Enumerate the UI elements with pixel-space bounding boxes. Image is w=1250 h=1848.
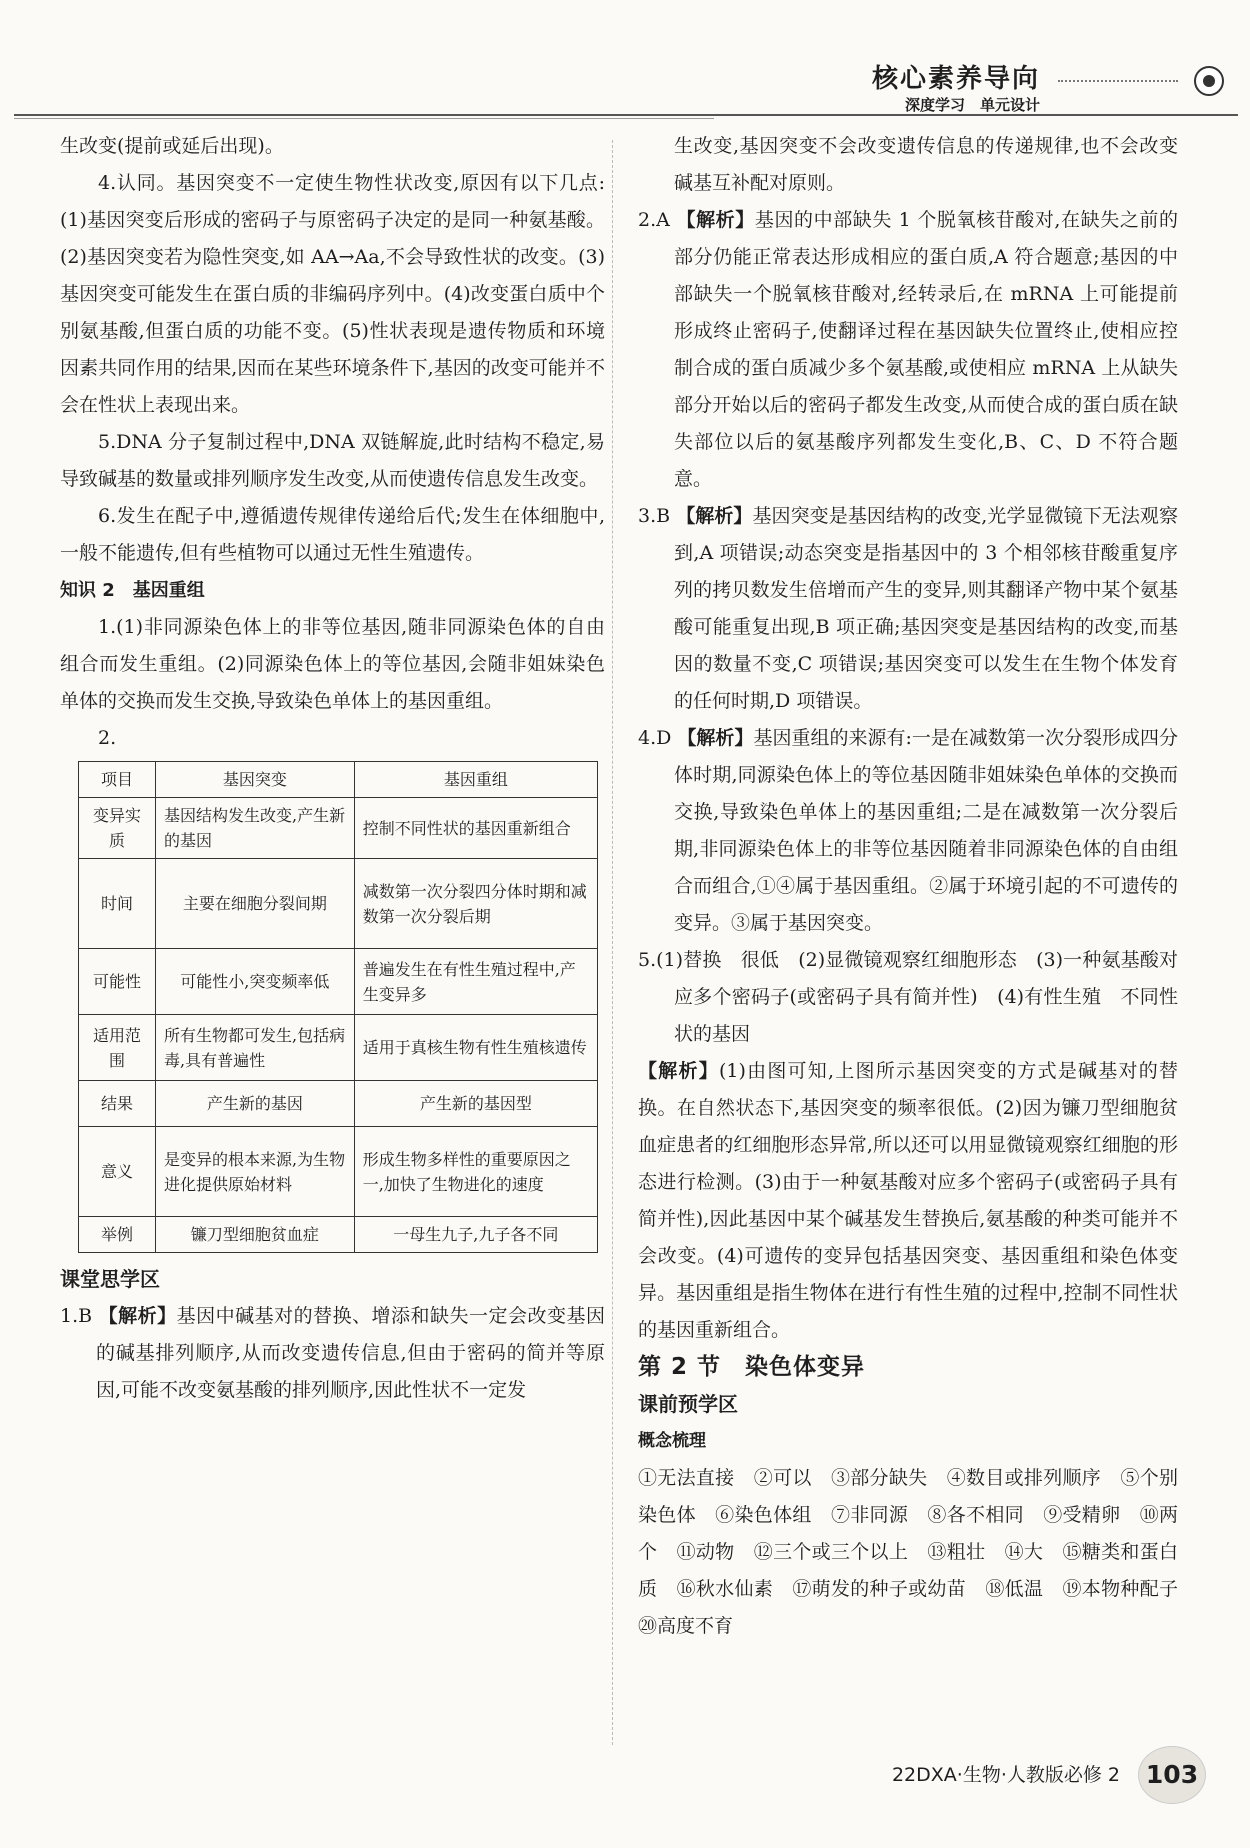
table-header-cell: 基因突变 bbox=[156, 762, 355, 798]
table-row bbox=[79, 1015, 598, 1081]
header-rule bbox=[14, 114, 1238, 116]
answer-text: (1)由图可知,上图所示基因突变的方式是碱基对的替换。在自然状态下,基因突变的频率很低。(2)因为镰刀型细胞贫血症患者的红细胞形态异常,所以还可以用显微镜观察红细胞的形态进行检测。(3)由于一种氨基酸对应多个密码子(或密码子具有简并性),因此基因中某个碱基发生替换后,氨基酸的种类可能并不会改变。(4)可遗传的变异包括基因突变、基因重组和染色体变异。基因重组是指生物体在进行有性生殖的过程中,控制不同性状的基因重新组合。 bbox=[638, 1060, 1178, 1341]
table-cell: 变异实质 bbox=[79, 798, 156, 859]
preview-heading: 课前预学区 bbox=[638, 1392, 738, 1416]
answer-text: 基因重组的来源有:一是在减数第一次分裂形成四分体时期,同源染色体上的等位基因随非姐妹染色单体的交换而交换,导致染色单体上的基因重组;二是在减数第一次分裂后期,非同源染色体上的非等位基因随着非同源染色体的自由组合而组合,①④属于基因重组。②属于环境引起的不可遗传的变异。③属于基因突变。 bbox=[674, 727, 1178, 934]
answer-item: 5.(1)替换 很低 (2)显微镜观察红细胞形态 (3)一种氨基酸对应多个密码子(或密码子具有简并性) (4)有性生殖 不同性状的基因 bbox=[638, 949, 1178, 1045]
table-header-cell: 项目 bbox=[79, 762, 156, 798]
analysis-tag: 【解析】 bbox=[98, 1305, 177, 1327]
table-cell: 产生新的基因 bbox=[156, 1081, 355, 1127]
analysis-tag: 【解析】 bbox=[677, 727, 754, 749]
concept-answers: ①无法直接 ②可以 ③部分缺失 ④数目或排列顺序 ⑤个别染色体 ⑥染色体组 ⑦非同源 ⑧各不相同 ⑨受精卵 ⑩两个 ⑪动物 ⑫三个或三个以上 ⑬粗壮 ⑭大 ⑮糖类和蛋白质 ⑯秋水仙素 ⑰萌发的种子或幼苗 ⑱低温 ⑲本物种配子 ⑳高度不育 bbox=[638, 1467, 1198, 1637]
table-cell: 时间 bbox=[79, 859, 156, 949]
table-cell: 意义 bbox=[79, 1127, 156, 1217]
table-row bbox=[79, 949, 598, 1015]
header-subtitle: 深度学习 单元设计 bbox=[904, 96, 1040, 114]
table-cell: 形成生物多样性的重要原因之一,加快了生物进化的速度 bbox=[354, 1127, 597, 1217]
analysis-tag: 【解析】 bbox=[676, 209, 755, 231]
analysis-tag: 【解析】 bbox=[638, 1060, 719, 1082]
table-row bbox=[79, 1217, 598, 1253]
answer-item bbox=[638, 202, 1178, 498]
header-rule-thin bbox=[14, 118, 714, 119]
table-cell: 减数第一次分裂四分体时期和减数第一次分裂后期 bbox=[354, 859, 597, 949]
table-row bbox=[79, 859, 598, 949]
analysis-tag: 【解析】 bbox=[676, 505, 753, 527]
table-cell: 基因结构发生改变,产生新的基因 bbox=[156, 798, 355, 859]
answer-item bbox=[638, 720, 1178, 942]
table-row bbox=[79, 798, 598, 859]
answer-number: 3.B bbox=[638, 505, 671, 527]
table-cell: 可能性小,突变频率低 bbox=[156, 949, 355, 1015]
table-row bbox=[79, 1127, 598, 1217]
table-cell: 普遍发生在有性生殖过程中,产生变异多 bbox=[354, 949, 597, 1015]
table-row bbox=[79, 1081, 598, 1127]
page-header bbox=[14, 50, 1238, 120]
table-header-cell: 基因重组 bbox=[354, 762, 597, 798]
left-column bbox=[60, 128, 605, 1409]
table-cell: 控制不同性状的基因重新组合 bbox=[354, 798, 597, 859]
table-header-row bbox=[79, 762, 598, 798]
knowledge-heading: 知识 2 基因重组 bbox=[60, 580, 205, 601]
comparison-table bbox=[78, 761, 598, 1253]
target-icon bbox=[1194, 66, 1224, 96]
header-title: 核心素养导向 bbox=[871, 64, 1040, 94]
answer-number: 1.B bbox=[60, 1305, 93, 1327]
table-cell: 主要在细胞分裂间期 bbox=[156, 859, 355, 949]
answer-item bbox=[638, 498, 1178, 720]
table-cell: 适用范围 bbox=[79, 1015, 156, 1081]
table-cell: 是变异的根本来源,为生物进化提供原始材料 bbox=[156, 1127, 355, 1217]
answer-number: 2.A bbox=[638, 209, 670, 231]
paragraph: 生改变(提前或延后出现)。 bbox=[60, 135, 284, 157]
table-cell: 结果 bbox=[79, 1081, 156, 1127]
column-divider bbox=[612, 140, 613, 1745]
header-dotted-rule bbox=[1058, 80, 1178, 82]
paragraph: 1.(1)非同源染色体上的非等位基因,随非同源染色体的自由组合而发生重组。(2)同源染色体上的等位基因,会随非姐妹染色单体的交换而发生交换,导致染色单体上的基因重组。 bbox=[60, 616, 605, 712]
answer-text: 基因中碱基对的替换、增添和缺失一定会改变基因的碱基排列顺序,从而改变遗传信息,但由于密码的简并等原因,可能不改变氨基酸的排列顺序,因此性状不一定发 bbox=[96, 1305, 605, 1401]
table-cell: 举例 bbox=[79, 1217, 156, 1253]
table-cell: 一母生九子,九子各不同 bbox=[354, 1217, 597, 1253]
paragraph: 6.发生在配子中,遵循遗传规律传递给后代;发生在体细胞中,一般不能遗传,但有些植物可以通过无性生殖遗传。 bbox=[60, 505, 605, 564]
paragraph: 2. bbox=[98, 727, 117, 749]
table-cell: 适用于真核生物有性生殖核遗传 bbox=[354, 1015, 597, 1081]
table-cell: 可能性 bbox=[79, 949, 156, 1015]
answer-item bbox=[60, 1298, 605, 1409]
right-column bbox=[638, 128, 1198, 1645]
table-cell: 产生新的基因型 bbox=[354, 1081, 597, 1127]
book-code: 22DXA·生物·人教版必修 2 bbox=[891, 1764, 1120, 1786]
concept-heading: 概念梳理 bbox=[638, 1431, 706, 1451]
answer-number: 4.D bbox=[638, 727, 672, 749]
table-cell: 镰刀型细胞贫血症 bbox=[156, 1217, 355, 1253]
table-cell: 所有生物都可发生,包括病毒,具有普遍性 bbox=[156, 1015, 355, 1081]
paragraph: 生改变,基因突变不会改变遗传信息的传递规律,也不会改变碱基互补配对原则。 bbox=[674, 135, 1178, 194]
analysis-paragraph bbox=[638, 1053, 1178, 1349]
paragraph: 4.认同。基因突变不一定使生物性状改变,原因有以下几点:(1)基因突变后形成的密码子与原密码子决定的是同一种氨基酸。(2)基因突变若为隐性突变,如 AA→Aa,不会导致性状的改变。(3)基因突变可能发生在蛋白质的非编码序列中。(4)改变蛋白质中个别氨基酸,但蛋白质的功能不变。(5)性状表现是遗传物质和环境因素共同作用的结果,因而在某些环境条件下,基因的改变可能并不会在性状上表现出来。 bbox=[60, 172, 605, 416]
answer-text: 基因的中部缺失 1 个脱氧核苷酸对,在缺失之前的部分仍能正常表达形成相应的蛋白质,A 符合题意;基因的中部缺失一个脱氧核苷酸对,经转录后,在 mRNA 上可能提前形成终止密码子,使翻译过程在基因缺失位置终止,使相应控制合成的蛋白质减少多个氨基酸,或使相应 mRNA 上从缺失部分开始以后的密码子都发生改变,从而使合成的蛋白质在缺失部位以后的氨基酸序列都发生变化,B、C、D 不符合题意。 bbox=[674, 209, 1178, 490]
classroom-heading: 课堂思学区 bbox=[60, 1267, 160, 1291]
section-title: 第 2 节 染色体变异 bbox=[638, 1354, 866, 1380]
page-number: 103 bbox=[1138, 1746, 1206, 1804]
answer-text: 基因突变是基因结构的改变,光学显微镜下无法观察到,A 项错误;动态突变是指基因中的 3 个相邻核苷酸重复序列的拷贝数发生倍增而产生的变异,则其翻译产物中某个氨基酸可能重复出现,B 项正确;基因突变是基因结构的改变,而基因的数量不变,C 项错误;基因突变可以发生在生物个体发育的任何时期,D 项错误。 bbox=[674, 505, 1178, 712]
paragraph: 5.DNA 分子复制过程中,DNA 双链解旋,此时结构不稳定,易导致碱基的数量或排列顺序发生改变,从而使遗传信息发生改变。 bbox=[60, 431, 605, 490]
